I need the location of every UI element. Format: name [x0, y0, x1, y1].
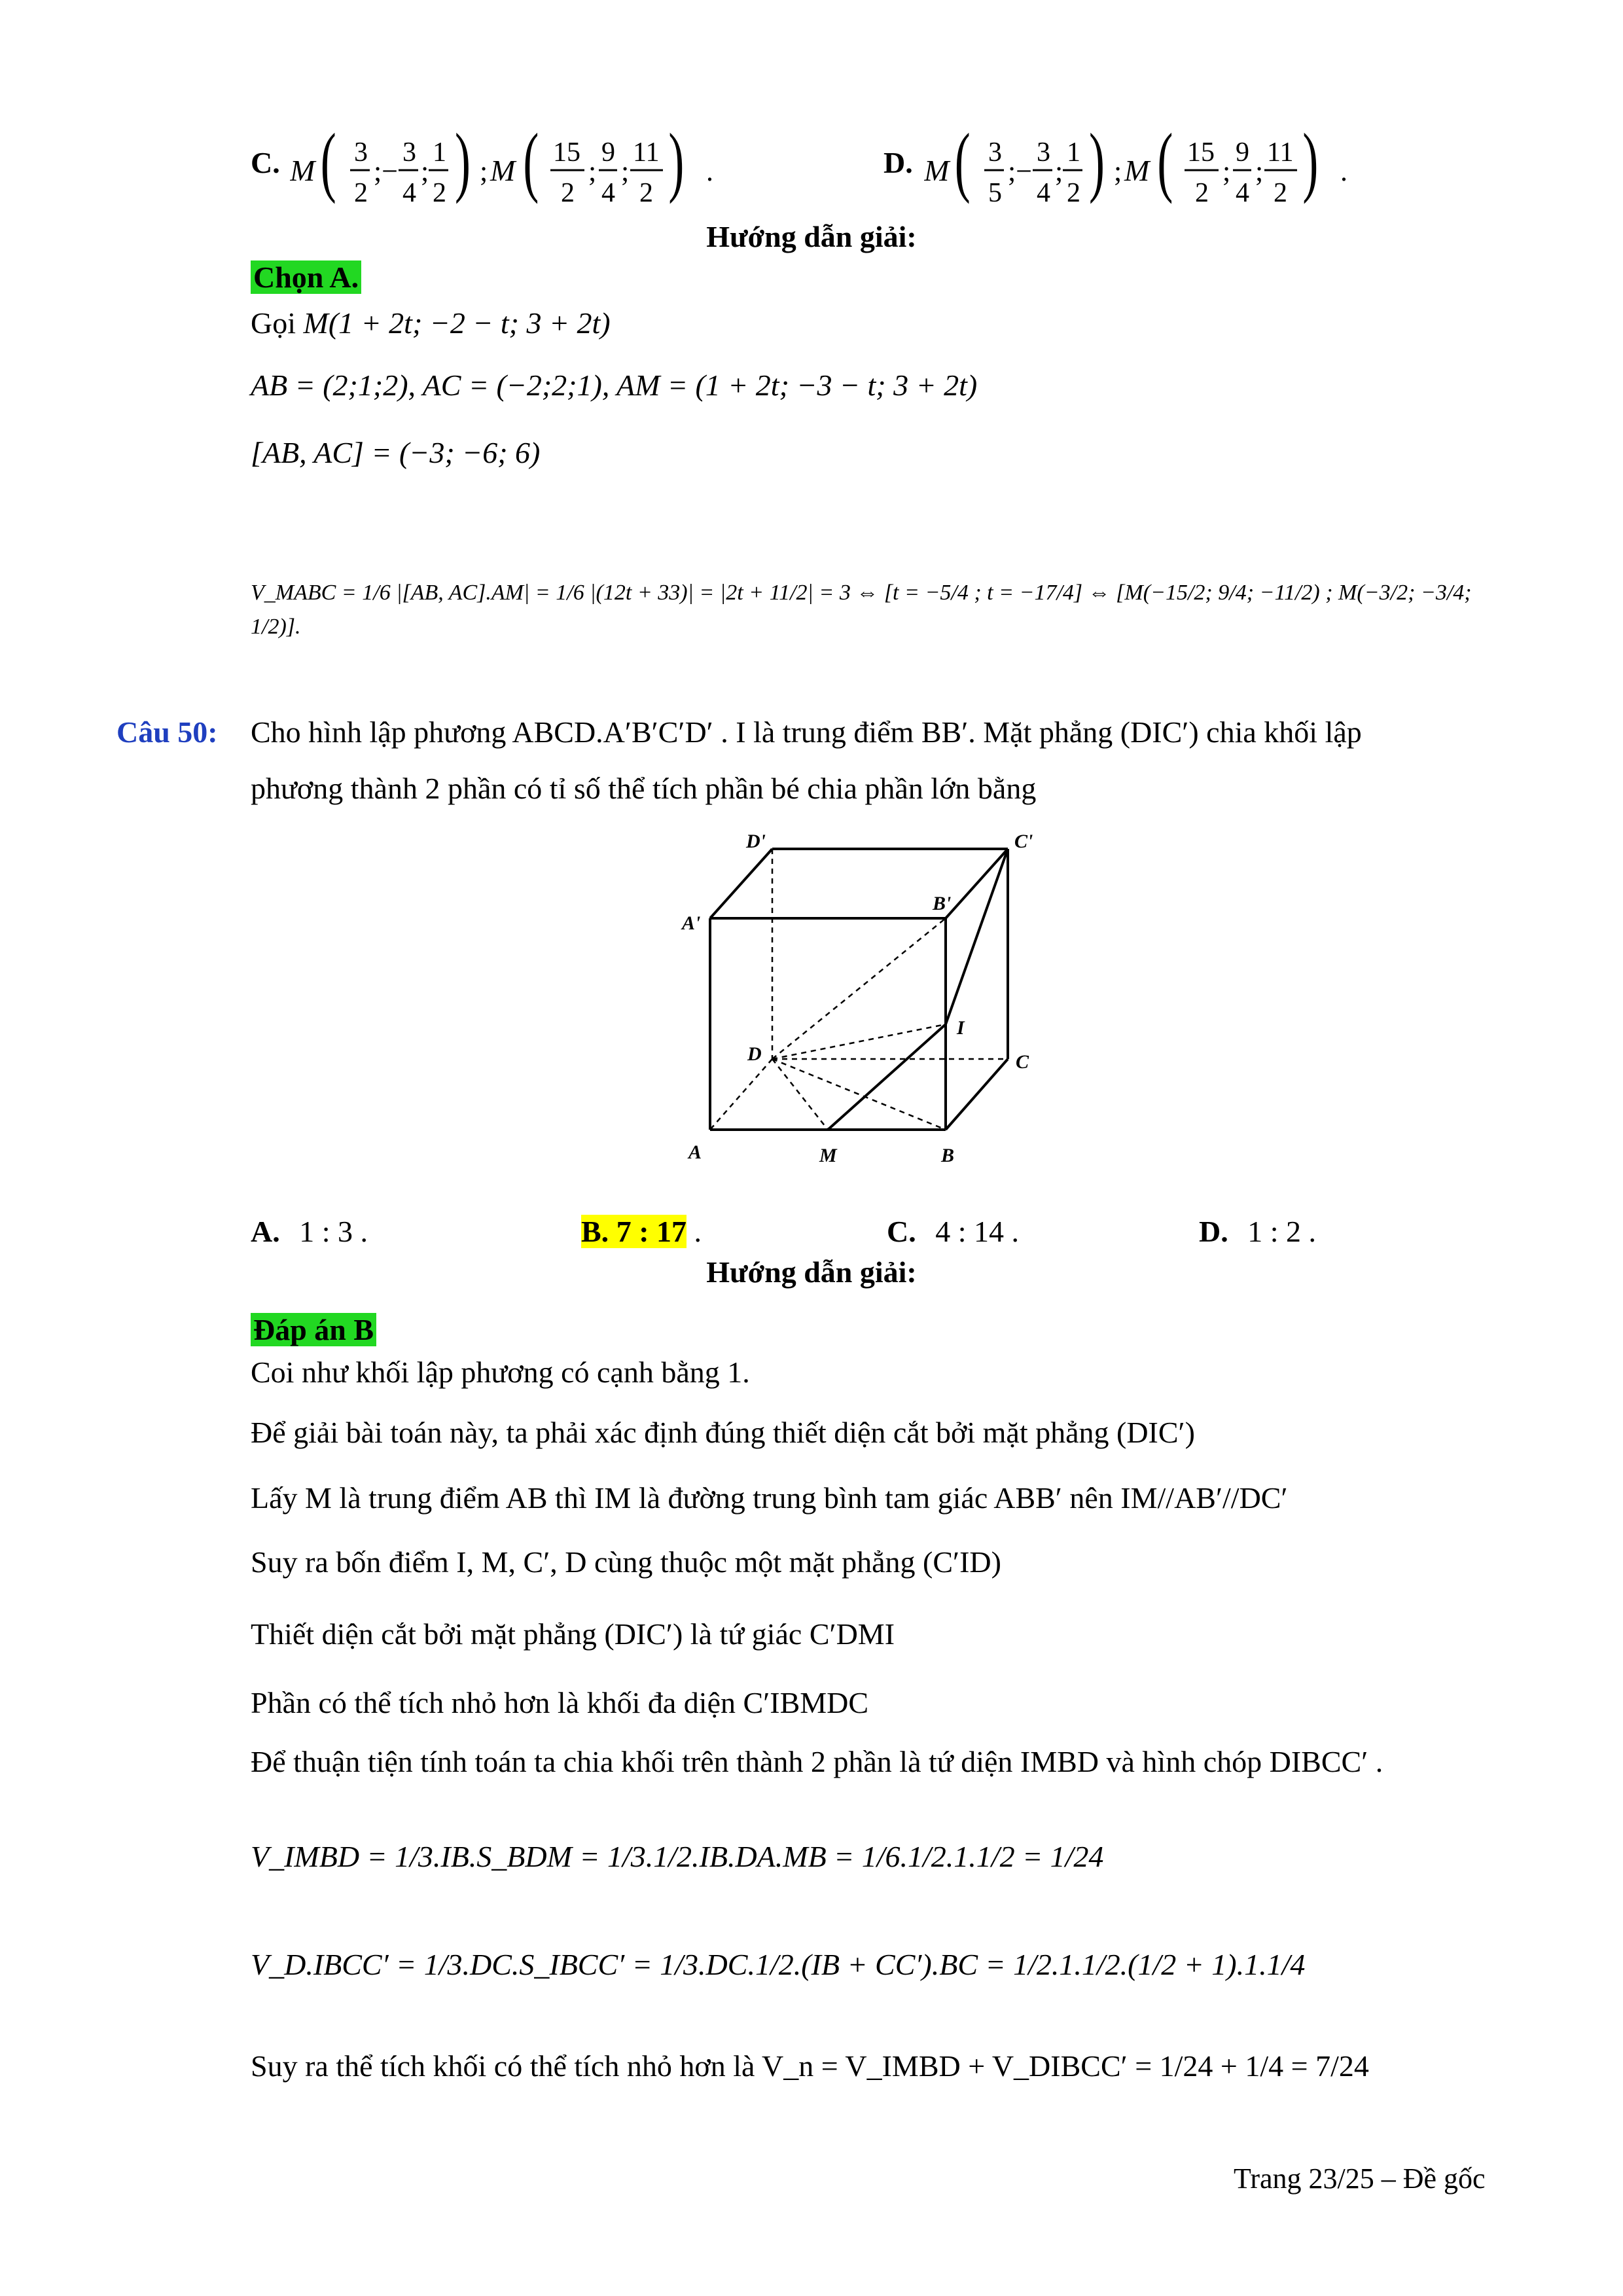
edge-b-c	[946, 1059, 1008, 1130]
label-c: C	[1016, 1051, 1029, 1073]
svg-text:2: 2	[561, 178, 575, 208]
svg-text:M: M	[1124, 154, 1150, 187]
prev-line-goi: Gọi M(1 + 2t; −2 − t; 3 + 2t)	[251, 306, 611, 340]
svg-text:5: 5	[988, 178, 1002, 208]
svg-text:.: .	[1340, 155, 1347, 187]
svg-text:9: 9	[601, 137, 615, 168]
option-c-math	[290, 124, 748, 216]
svg-text:2: 2	[354, 178, 368, 208]
solution-line: Để thuận tiện tính toán ta chia khối trên thành 2 phần là tứ diện IMBD và hình chóp DIBCC′ .	[251, 1745, 1383, 1778]
prev-line-cross: [AB, AC] = (−3; −6; 6)	[251, 436, 541, 469]
svg-text:;: ;	[1114, 155, 1122, 187]
svg-text:4: 4	[1236, 178, 1249, 208]
svg-text:;: ;	[1055, 155, 1063, 187]
svg-text:;: ;	[480, 155, 488, 187]
hidden-d-b	[772, 1059, 946, 1130]
svg-text:): )	[455, 124, 471, 205]
label-dp: D'	[746, 831, 766, 852]
question-number: Câu 50:	[116, 715, 218, 749]
svg-text:9: 9	[1236, 137, 1249, 168]
solution-line: Suy ra bốn điểm I, M, C′, D cùng thuộc một mặt phẳng (C′ID)	[251, 1545, 1001, 1579]
svg-text:15: 15	[553, 137, 580, 168]
svg-text:2: 2	[1274, 178, 1287, 208]
svg-text:): )	[1089, 124, 1105, 205]
answer-a[interactable]: A. 1 : 3 .	[251, 1215, 368, 1248]
label-a: A	[688, 1141, 702, 1163]
label-cp: C'	[1014, 831, 1033, 852]
formula-v-imbd: V_IMBD = 1/3.IB.S_BDM = 1/3.1/2.IB.DA.MB = 1/6.1/2.1.1/2 = 1/24	[251, 1840, 1104, 1873]
svg-text:4: 4	[1037, 178, 1050, 208]
option-c-label: C.	[251, 146, 280, 179]
question-line-1: Cho hình lập phương ABCD.A′B′C′D′ . I là trung điểm BB′. Mặt phẳng (DIC′) chia khối lập	[251, 715, 1362, 749]
svg-text:.: .	[706, 155, 713, 187]
svg-text:2: 2	[1067, 178, 1080, 208]
svg-text:;−: ;−	[374, 155, 399, 187]
svg-text:2: 2	[639, 178, 653, 208]
svg-text:M: M	[490, 154, 516, 187]
option-d-math	[924, 124, 1382, 216]
svg-text:(: (	[320, 124, 336, 205]
edge-ap-dp	[710, 849, 772, 918]
svg-text:(: (	[1157, 124, 1173, 205]
label-m: M	[819, 1145, 837, 1166]
svg-text:1: 1	[433, 137, 446, 168]
svg-text:2: 2	[433, 178, 446, 208]
prev-line-vectors: AB = (2;1;2), AC = (−2;2;1), AM = (1 + 2t; −3 − t; 3 + 2t)	[251, 368, 978, 402]
solution-line: Để giải bài toán này, ta phải xác định đúng thiết diện cắt bởi mặt phẳng (DIC′)	[251, 1416, 1195, 1449]
edge-i-m	[828, 1024, 946, 1130]
svg-text:3: 3	[988, 137, 1002, 168]
solution-line: Phần có thể tích nhỏ hơn là khối đa diện C′IBMDC	[251, 1686, 869, 1719]
svg-text:(: (	[523, 124, 539, 205]
hidden-d-bp	[772, 918, 946, 1059]
cube-figure	[674, 825, 1067, 1178]
svg-text:): )	[1302, 124, 1319, 205]
svg-text:1: 1	[1067, 137, 1080, 168]
formula-v-dibcc: V_D.IBCC′ = 1/3.DC.S_IBCC′ = 1/3.DC.1/2.(IB + CC′).BC = 1/2.1.1/2.(1/2 + 1).1.1/4	[251, 1948, 1306, 1981]
solution-line: Thiết diện cắt bởi mặt phẳng (DIC′) là tứ giác C′DMI	[251, 1617, 895, 1651]
hidden-d-i	[772, 1024, 946, 1059]
svg-text:11: 11	[633, 137, 660, 168]
label-bp: B'	[933, 893, 952, 914]
svg-text:;: ;	[621, 155, 630, 187]
svg-text:3: 3	[354, 137, 368, 168]
svg-text:3: 3	[402, 137, 416, 168]
option-c-top	[251, 124, 748, 216]
svg-text:15: 15	[1187, 137, 1215, 168]
svg-text:;: ;	[1222, 155, 1231, 187]
svg-text:;: ;	[588, 155, 597, 187]
svg-text:M: M	[290, 154, 315, 187]
answer-c[interactable]: C. 4 : 14 .	[887, 1215, 1020, 1248]
svg-text:;: ;	[421, 155, 429, 187]
svg-text:2: 2	[1195, 178, 1209, 208]
question-line-2: phương thành 2 phần có tỉ số thể tích phần bé chia phần lớn bằng	[251, 772, 1037, 805]
hidden-d-a	[710, 1059, 772, 1130]
solution-line: Coi như khối lập phương có cạnh bằng 1.	[251, 1355, 750, 1389]
guide-heading-1: Hướng dẫn giải:	[706, 220, 917, 253]
label-b: B	[941, 1145, 955, 1166]
answer-d[interactable]: D. 1 : 2 .	[1199, 1215, 1317, 1248]
svg-text:;: ;	[1255, 155, 1264, 187]
option-d-label: D.	[883, 146, 913, 179]
svg-text:M: M	[924, 154, 950, 187]
svg-text:;−: ;−	[1008, 155, 1033, 187]
svg-text:4: 4	[601, 178, 615, 208]
svg-text:11: 11	[1267, 137, 1294, 168]
guide-heading-2: Hướng dẫn giải:	[706, 1255, 917, 1289]
solution-answer: Đáp án B	[251, 1312, 376, 1347]
svg-text:): )	[668, 124, 685, 205]
label-ap: A'	[682, 912, 701, 934]
svg-text:3: 3	[1037, 137, 1050, 168]
edge-cp-i	[946, 849, 1008, 1024]
edge-bp-cp	[946, 849, 1008, 918]
conclusion: Suy ra thể tích khối có thể tích nhỏ hơn là V_n = V_IMBD + V_DIBCC′ = 1/24 + 1/4 = 7/24	[251, 2049, 1369, 2083]
answer-b[interactable]: B. 7 : 17 .	[581, 1215, 702, 1248]
prev-line-volume: V_MABC = 1/6 |[AB, AC].AM| = 1/6 |(12t + 33)| = |2t + 11/2| = 3 ⇔ [t = −5/4 ; t = −17/4] ⇔ [M(−15/2; 9/4; −11/2) ; M(−3/2; −3/4; 1/2)].	[251, 581, 1472, 639]
label-d: D	[747, 1043, 762, 1065]
svg-text:(: (	[954, 124, 971, 205]
svg-text:4: 4	[402, 178, 416, 208]
page-footer: Trang 23/25 – Đề gốc	[1234, 2162, 1486, 2195]
label-i: I	[957, 1017, 965, 1039]
solution-line: Lấy M là trung điểm AB thì IM là đường trung bình tam giác ABB′ nên IM//AB′//DC′	[251, 1481, 1288, 1515]
option-d-top	[883, 124, 1381, 216]
prev-choice: Chọn A.	[251, 260, 361, 295]
